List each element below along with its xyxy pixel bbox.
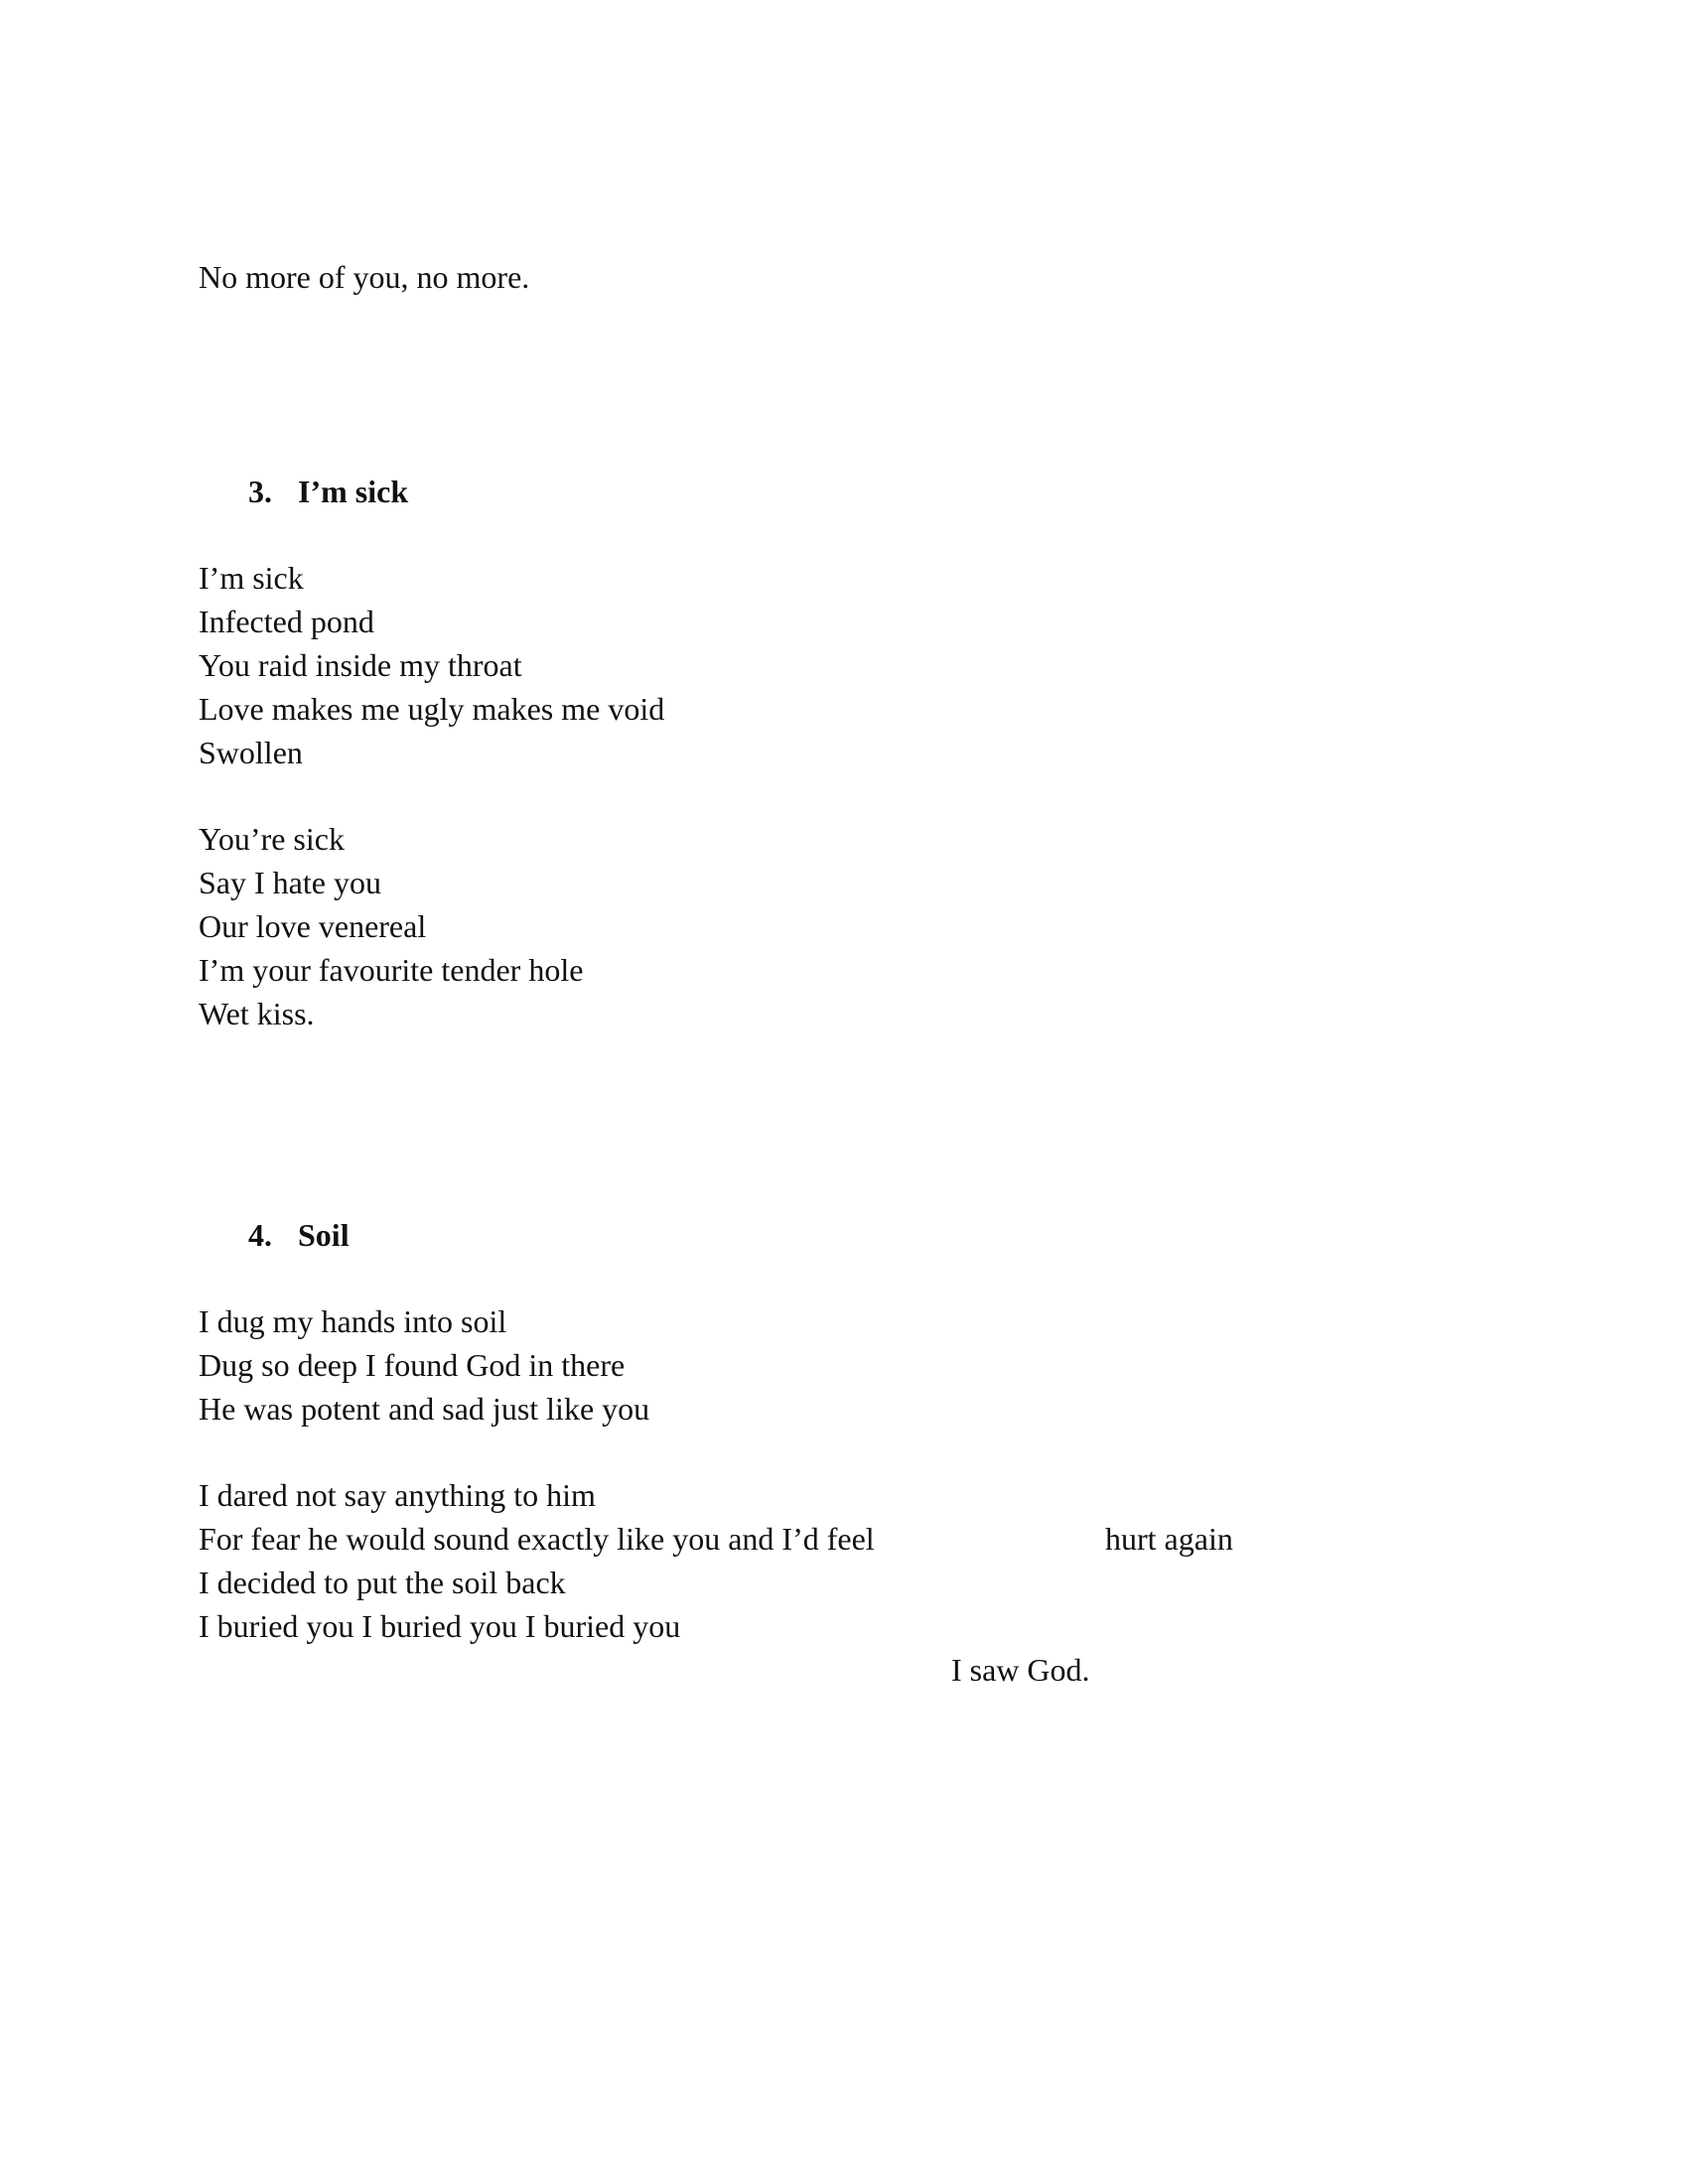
poem-number: 4. — [248, 1217, 272, 1253]
spaced-fragment: hurt again — [1105, 1521, 1233, 1557]
poem-line: He was potent and sad just like you — [199, 1391, 650, 1427]
closing-line: I saw God. — [951, 1652, 1090, 1688]
poem-line: I buried you I buried you I buried you — [199, 1608, 681, 1644]
poem-line: Swollen — [199, 735, 303, 770]
poem-title: Soil — [298, 1217, 350, 1253]
poem-line: Dug so deep I found God in there — [199, 1347, 626, 1383]
poem-line: I dug my hands into soil — [199, 1303, 507, 1339]
poem-line: Our love venereal — [199, 908, 427, 944]
poem-line: Wet kiss. — [199, 996, 315, 1031]
poem-line: Say I hate you — [199, 865, 381, 900]
intro-line: No more of you, no more. — [199, 259, 530, 295]
poem-line: I decided to put the soil back — [199, 1565, 566, 1600]
poem-line: Love makes me ugly makes me void — [199, 691, 665, 727]
poem-line: I’m your favourite tender hole — [199, 952, 584, 988]
poem-title: I’m sick — [298, 474, 409, 509]
poem-line: You’re sick — [199, 821, 345, 857]
poem-line: You raid inside my throat — [199, 647, 522, 683]
poem-line: For fear he would sound exactly like you and I’d feel — [199, 1521, 875, 1557]
poem-line: Infected pond — [199, 604, 374, 639]
poem-heading — [248, 1213, 350, 1257]
poem-heading — [248, 470, 408, 513]
poem-line: I dared not say anything to him — [199, 1477, 596, 1513]
poem-number: 3. — [248, 474, 272, 509]
poem-line: I’m sick — [199, 560, 304, 596]
